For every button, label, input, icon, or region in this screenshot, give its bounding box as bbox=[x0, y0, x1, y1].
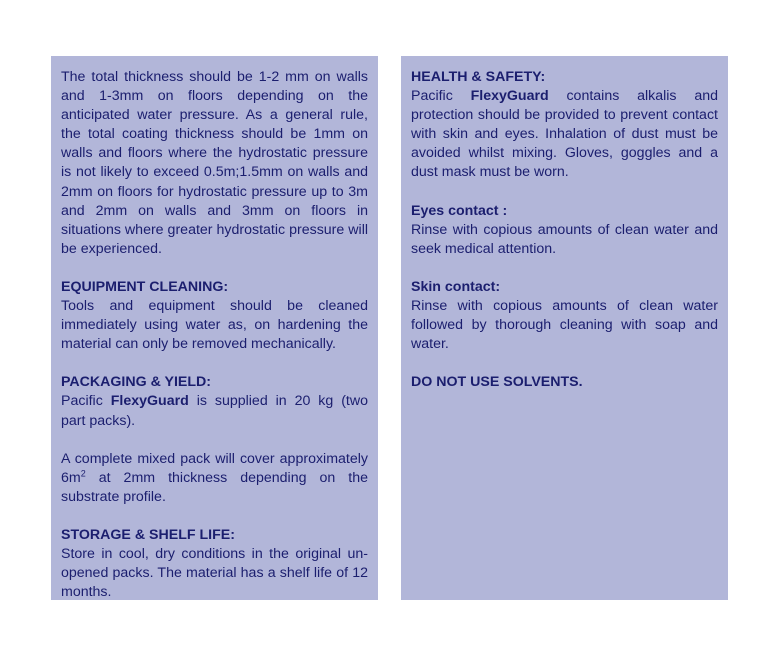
coverage-text-prefix: A complete mixed pack will cover approximately 6m bbox=[61, 450, 368, 486]
eyes-contact-text: Rinse with copious amounts of clean water and seek medical attention. bbox=[411, 221, 718, 257]
skin-contact-text: Rinse with copious amounts of clean water followed by thorough cleaning with soap and water. bbox=[411, 297, 718, 353]
coverage-text-suffix: at 2mm thickness depending on the substrate profile. bbox=[61, 469, 368, 505]
superscript-exponent: 2 bbox=[80, 467, 86, 478]
solvents-warning-section bbox=[411, 373, 718, 392]
eyes-contact-heading: Eyes contact : bbox=[411, 202, 508, 219]
eyes-contact-section bbox=[411, 202, 718, 259]
storage-text: Store in cool, dry conditions in the original un-opened packs. The material has a shelf life of 12 months. bbox=[61, 545, 368, 601]
packaging-text-prefix: Pacific bbox=[61, 393, 111, 410]
coverage-paragraph bbox=[61, 450, 368, 507]
brand-name: FlexyGuard bbox=[470, 88, 549, 105]
storage-shelf-life-heading: STORAGE & SHELF LIFE: bbox=[61, 526, 235, 543]
equipment-cleaning-section bbox=[61, 278, 368, 354]
skin-contact-section bbox=[411, 278, 718, 354]
solvents-warning: DO NOT USE SOLVENTS. bbox=[411, 374, 583, 391]
packaging-yield-heading: PACKAGING & YIELD: bbox=[61, 374, 212, 391]
health-safety-heading: HEALTH & SAFETY: bbox=[411, 69, 546, 85]
brand-name: FlexyGuard bbox=[110, 393, 189, 410]
skin-contact-heading: Skin contact: bbox=[411, 278, 501, 295]
packaging-text-suffix: is supplied in 20 kg (two part packs). bbox=[61, 393, 369, 429]
left-info-panel bbox=[51, 56, 378, 600]
health-text-prefix: Pacific bbox=[411, 88, 471, 105]
health-text-suffix: contains alkalis and protection should be provided to prevent contact with skin and eyes. Inhalation of dust must be avoided whilst mixing. Gloves, goggles and a dust mask must be worn. bbox=[411, 88, 718, 181]
equipment-cleaning-text: Tools and equipment should be cleaned immediately using water as, on hardening the material can only be removed mechanically. bbox=[61, 298, 368, 353]
storage-shelf-life-section bbox=[61, 526, 368, 602]
right-info-panel bbox=[401, 56, 728, 600]
packaging-yield-section bbox=[61, 373, 368, 430]
health-safety-section bbox=[411, 68, 718, 183]
thickness-paragraph: The total thickness should be 1-2 mm on walls and 1-3mm on floors depending on the anticipated water pressure. As a general rule, the total coating thickness should be 1mm on walls and floors where the hydrostatic pressure is not likely to exceed 0.5m;1.5mm on walls and 2mm on floors for hydrostatic pressure up to 3m and 2mm on walls and 3mm on floors in situations where greater hydrostatic pressure will be experienced. bbox=[61, 69, 368, 257]
equipment-cleaning-heading: EQUIPMENT CLEANING: bbox=[61, 278, 229, 295]
